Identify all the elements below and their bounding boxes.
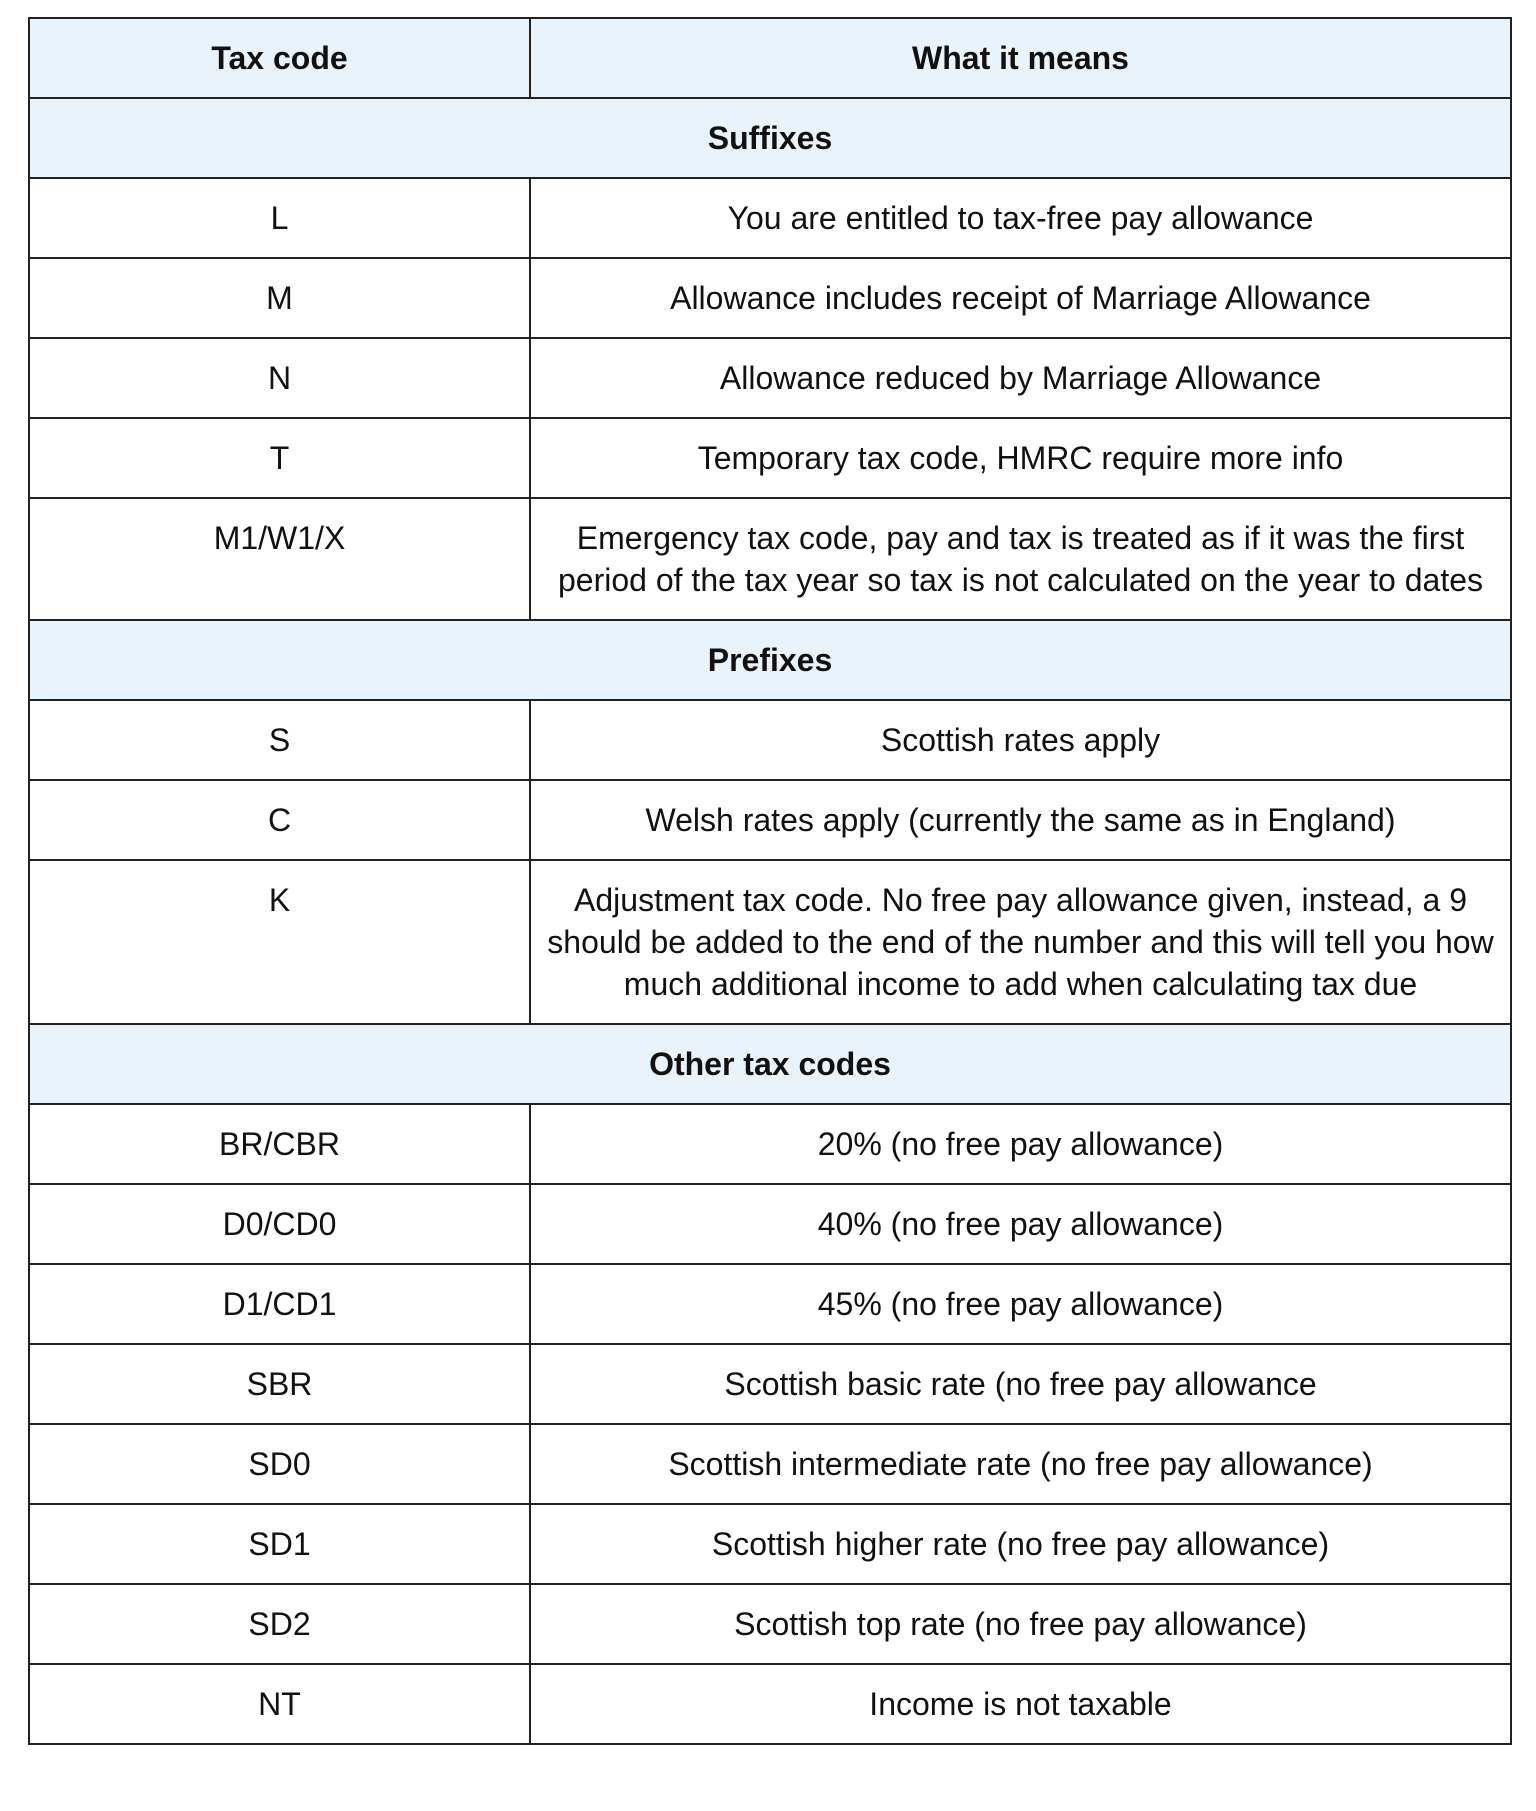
table-row [29, 178, 1511, 258]
tax-code-cell: SD2 [29, 1584, 530, 1664]
meaning-cell: Temporary tax code, HMRC require more info [530, 418, 1511, 498]
meaning-cell: Scottish basic rate (no free pay allowance [530, 1344, 1511, 1424]
table-row [29, 338, 1511, 418]
tax-code-cell: D0/CD0 [29, 1184, 530, 1264]
meaning-cell: Allowance reduced by Marriage Allowance [530, 338, 1511, 418]
section-header-prefixes [29, 620, 1511, 700]
tax-code-cell: D1/CD1 [29, 1264, 530, 1344]
tax-code-cell: K [29, 860, 530, 1024]
meaning-cell: Scottish intermediate rate (no free pay allowance) [530, 1424, 1511, 1504]
table-row [29, 1664, 1511, 1744]
table-row [29, 498, 1511, 620]
tax-code-cell: N [29, 338, 530, 418]
table-row [29, 780, 1511, 860]
tax-code-cell: S [29, 700, 530, 780]
tax-code-cell: M [29, 258, 530, 338]
tax-code-cell: L [29, 178, 530, 258]
meaning-cell: Scottish rates apply [530, 700, 1511, 780]
table-row [29, 1504, 1511, 1584]
meaning-cell: Income is not taxable [530, 1664, 1511, 1744]
tax-code-cell: BR/CBR [29, 1104, 530, 1184]
table-row [29, 258, 1511, 338]
section-title: Suffixes [29, 98, 1511, 178]
meaning-cell: 20% (no free pay allowance) [530, 1104, 1511, 1184]
table-row [29, 1264, 1511, 1344]
tax-code-cell: T [29, 418, 530, 498]
header-tax-code: Tax code [29, 18, 530, 98]
tax-code-cell: NT [29, 1664, 530, 1744]
table-row [29, 418, 1511, 498]
table-row [29, 1344, 1511, 1424]
meaning-cell: 40% (no free pay allowance) [530, 1184, 1511, 1264]
table-row [29, 860, 1511, 1024]
meaning-cell: Emergency tax code, pay and tax is treated as if it was the first period of the tax year so tax is not calculated on the year to dates [530, 498, 1511, 620]
meaning-cell: You are entitled to tax-free pay allowance [530, 178, 1511, 258]
meaning-cell: Adjustment tax code. No free pay allowance given, instead, a 9 should be added to the end of the number and this will tell you how much additional income to add when calculating tax due [530, 860, 1511, 1024]
meaning-cell: Allowance includes receipt of Marriage Allowance [530, 258, 1511, 338]
meaning-cell: 45% (no free pay allowance) [530, 1264, 1511, 1344]
meaning-cell: Scottish higher rate (no free pay allowance) [530, 1504, 1511, 1584]
meaning-cell: Welsh rates apply (currently the same as in England) [530, 780, 1511, 860]
section-header-other-tax-codes [29, 1024, 1511, 1104]
header-row [29, 18, 1511, 98]
section-title: Other tax codes [29, 1024, 1511, 1104]
header-what-it-means: What it means [530, 18, 1511, 98]
section-header-suffixes [29, 98, 1511, 178]
tax-code-cell: SD1 [29, 1504, 530, 1584]
tax-code-cell: M1/W1/X [29, 498, 530, 620]
table-row [29, 1104, 1511, 1184]
table-row [29, 1584, 1511, 1664]
table-row [29, 700, 1511, 780]
tax-code-cell: SD0 [29, 1424, 530, 1504]
tax-code-cell: SBR [29, 1344, 530, 1424]
table-row [29, 1424, 1511, 1504]
section-title: Prefixes [29, 620, 1511, 700]
meaning-cell: Scottish top rate (no free pay allowance) [530, 1584, 1511, 1664]
tax-code-table [28, 17, 1512, 1745]
tax-code-cell: C [29, 780, 530, 860]
table-row [29, 1184, 1511, 1264]
